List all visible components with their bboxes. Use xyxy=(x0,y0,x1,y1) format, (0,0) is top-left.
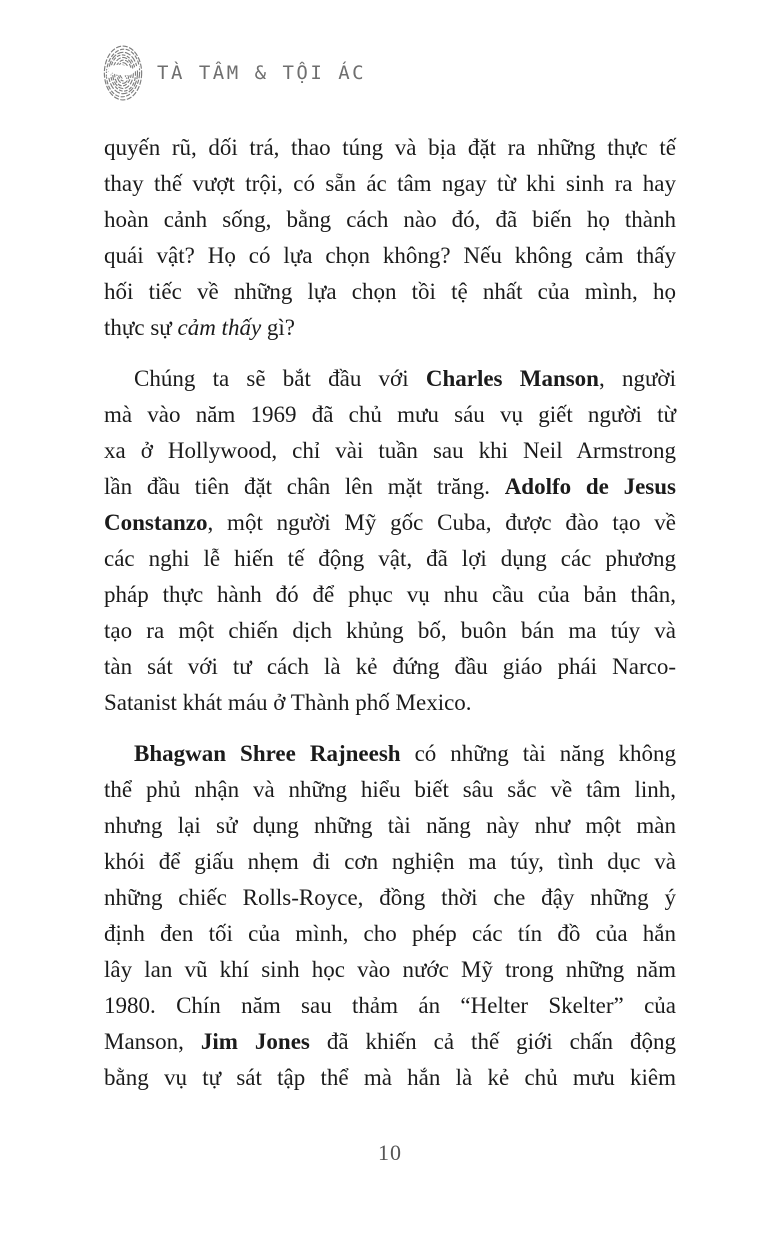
body-text: bằng vụ tự sát tập thể mà hắn là kẻ chủ mưu kiêm xyxy=(104,1065,676,1090)
text-line xyxy=(104,952,676,988)
text-line xyxy=(104,397,676,433)
text-line xyxy=(104,433,676,469)
body-text: , một người Mỹ gốc Cuba, được đào tạo về xyxy=(207,510,676,535)
text-line xyxy=(104,274,676,310)
body-text: Manson, xyxy=(104,1029,201,1054)
text-line xyxy=(104,202,676,238)
body-text: Satanist khát máu ở Thành phố Mexico. xyxy=(104,690,472,715)
paragraph xyxy=(104,736,676,1096)
text-line xyxy=(104,844,676,880)
body-text: quái vật? Họ có lựa chọn không? Nếu không cảm thấy xyxy=(104,243,676,268)
body-text: các nghi lễ hiến tế động vật, đã lợi dụng các phương xyxy=(104,546,676,571)
body-text: xa ở Hollywood, chỉ vài tuần sau khi Neil Armstrong xyxy=(104,438,676,463)
text-line xyxy=(104,649,676,685)
text-line xyxy=(104,577,676,613)
body-text: lần đầu tiên đặt chân lên mặt trăng. xyxy=(104,474,505,499)
bold-name-text: Adolfo de Jesus xyxy=(504,474,676,499)
text-line xyxy=(104,1060,676,1096)
text-line xyxy=(104,613,676,649)
text-line xyxy=(104,505,676,541)
body-text: Chúng ta sẽ bắt đầu với xyxy=(134,366,426,391)
body-text: pháp thực hành đó để phục vụ nhu cầu của bản thân, xyxy=(104,582,676,607)
text-line xyxy=(104,310,676,346)
fingerprint-logo-icon xyxy=(102,44,144,102)
text-line xyxy=(104,988,676,1024)
text-line xyxy=(104,130,676,166)
body-text: quyến rũ, dối trá, thao túng và bịa đặt ra những thực tế xyxy=(104,135,676,160)
bold-name-text: Constanzo xyxy=(104,510,208,535)
text-line xyxy=(104,916,676,952)
page-number: 10 xyxy=(378,1140,402,1165)
body-text: khói để giấu nhẹm đi cơn nghiện ma túy, tình dục và xyxy=(104,849,676,874)
text-line xyxy=(104,808,676,844)
text-line xyxy=(104,1024,676,1060)
text-line xyxy=(104,469,676,505)
body-text: tàn sát với tư cách là kẻ đứng đầu giáo phái Narco- xyxy=(104,654,676,679)
paragraph xyxy=(104,361,676,721)
italic-text: cảm thấy xyxy=(177,315,262,340)
body-text: gì? xyxy=(261,315,296,340)
body-text: 1980. Chín năm sau thảm án “Helter Skelter” của xyxy=(104,993,676,1018)
body-text: hối tiếc về những lựa chọn tồi tệ nhất của mình, họ xyxy=(104,279,676,304)
text-line xyxy=(104,361,676,397)
running-head-title: TÀ TÂM & TỘI ÁC xyxy=(157,62,367,84)
page-header xyxy=(0,0,780,102)
body-text: nhưng lại sử dụng những tài năng này như một màn xyxy=(104,813,676,838)
body-text: , người xyxy=(598,366,676,391)
body-text: thực sự xyxy=(104,315,178,340)
text-line xyxy=(104,166,676,202)
text-line xyxy=(104,541,676,577)
body-text: hoàn cảnh sống, bằng cách nào đó, đã biến họ thành xyxy=(104,207,676,232)
page-body xyxy=(104,130,676,1096)
body-text: tạo ra một chiến dịch khủng bố, buôn bán ma túy và xyxy=(104,618,676,643)
bold-name-text: Charles Manson xyxy=(425,366,599,391)
bold-name-text: Bhagwan Shree Rajneesh xyxy=(134,741,401,766)
bold-name-text: Jim Jones xyxy=(200,1029,310,1054)
body-text: lây lan vũ khí sinh học vào nước Mỹ trong những năm xyxy=(104,957,676,982)
text-line xyxy=(104,238,676,274)
body-text: đã khiến cả thế giới chấn động xyxy=(309,1029,676,1054)
text-line xyxy=(104,685,676,721)
body-text: những chiếc Rolls-Royce, đồng thời che đậy những ý xyxy=(104,885,676,910)
body-text: có những tài năng không xyxy=(400,741,677,766)
paragraph xyxy=(104,130,676,346)
text-line xyxy=(104,880,676,916)
body-text: định đen tối của mình, cho phép các tín đồ của hắn xyxy=(104,921,676,946)
text-line xyxy=(104,736,676,772)
text-line xyxy=(104,772,676,808)
body-text: mà vào năm 1969 đã chủ mưu sáu vụ giết người từ xyxy=(104,402,676,427)
body-text: thay thế vượt trội, có sẵn ác tâm ngay từ khi sinh ra hay xyxy=(104,171,676,196)
body-text: thể phủ nhận và những hiểu biết sâu sắc về tâm linh, xyxy=(104,777,676,802)
